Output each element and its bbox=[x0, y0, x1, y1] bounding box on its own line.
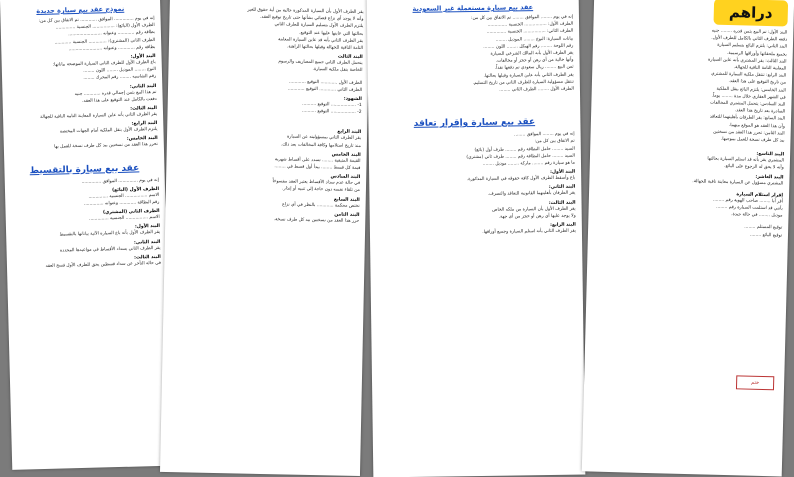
text-line: البند السابع: يقر الطرفان بأهليتهما للتعاقد bbox=[709, 114, 786, 122]
text-line: إنه في يوم .............. الموافق ............ تم الاتفاق بين كل من: bbox=[38, 15, 155, 24]
witness-line: 1- .................. التوقيع .......... bbox=[302, 101, 362, 109]
text-line: البند الثالث: يقر المشتري بأنه عاين السيارة bbox=[707, 57, 787, 65]
clause-heading: البند الثالث bbox=[337, 54, 363, 61]
text-line: تم هذا البيع بثمن إجمالي قدره ............ جنيه bbox=[74, 89, 157, 97]
clause-heading: البند التاسع: bbox=[756, 152, 785, 158]
text-line: الاسم ................ الجنسية .............. bbox=[89, 215, 160, 222]
text-line: البند الأول: تم البيع بثمن قدره ........ جنيه bbox=[711, 28, 788, 36]
text-line: ما هو سيارة رقم ........ ماركة ........ موديل ........ bbox=[482, 160, 576, 167]
text-line: الاسم ................ الجنسية .............. bbox=[88, 192, 160, 200]
signature-line: الطرف الأول ............ التوقيع ............ bbox=[288, 79, 363, 86]
text-line: البند الرابع: تنتقل ملكية السيارة للمشتري bbox=[711, 71, 787, 79]
signature-line: توقيع المستلم ........ bbox=[744, 224, 783, 231]
text-line: الطرف الثاني: ................ الجنسية .............. bbox=[486, 29, 574, 36]
stamp-mark: ختم bbox=[736, 375, 774, 390]
clause-heading: البند الأول: bbox=[130, 53, 156, 60]
text-line: إنه في يوم ........ الموافق ........ bbox=[514, 131, 575, 138]
text-line: يقر الطرف الثاني بأنه قد عاين السيارة المعاينة bbox=[278, 37, 364, 44]
text-line: يلتزم الطرف الأول بتسليم السيارة للطرف الثاني bbox=[274, 22, 364, 30]
witnesses-heading: الشهود: bbox=[343, 96, 362, 103]
text-line: بطاقة رقم ............ وعنوانه ........................ bbox=[68, 30, 155, 38]
text-line: المشتري يقر بأنه قد استلم السيارة بحالتها bbox=[707, 156, 785, 164]
clause-heading: البند الرابع bbox=[337, 129, 362, 136]
text-line: في حالة التأخر عن سداد قسطين يحق للطرف الأول فسخ العقد bbox=[45, 260, 162, 269]
text-line: دفعه الطرف الثاني بالكامل للطرف الأول. bbox=[711, 35, 788, 43]
text-line: بطاقة رقم ............ وعنوانه ........................ bbox=[68, 44, 156, 53]
text-line: بحالتها التي عاينها عليها عند التوقيع. bbox=[299, 30, 364, 37]
witness-line: 2- .................. التوقيع .......... bbox=[301, 108, 362, 116]
text-line: بجميع ملحقاتها وأوراقها الرسمية. bbox=[726, 50, 787, 58]
text-line: وأنه لا يحق له الرجوع على البائع. bbox=[724, 164, 784, 171]
text-line: تختص محكمة ............ بالنظر في أي نزاع bbox=[282, 202, 360, 209]
text-line: يقر الطرفان بأهليتهما القانونية للتعاقد والتصرف. bbox=[487, 191, 576, 198]
clause-heading: البند الرابع: bbox=[550, 222, 576, 229]
text-line: المشتري مسؤول عن السيارة معاينة نافية للجهالة. bbox=[692, 178, 784, 187]
text-line: باع وأسقط الطرف الأول كافة حقوقه في السيارة المذكورة. bbox=[466, 175, 576, 183]
text-line: السيد ........ حامل البطاقة رقم ........ طرف ثاني (مشتري) bbox=[466, 153, 575, 160]
clause-heading: البند العاشر: bbox=[755, 174, 784, 181]
clause-heading: الطرف الأول (البائع) bbox=[111, 186, 160, 193]
text-line: يقر الطرف الأول بأنه باع السيارة الآتية بياناتها بالتقسيط bbox=[59, 230, 161, 238]
clause-heading: البند الثاني: bbox=[548, 185, 576, 191]
clause-heading: البند الثامن bbox=[334, 212, 360, 218]
text-line: الطرف الأول: ................ الجنسية .............. bbox=[487, 21, 574, 29]
text-line: الخاصة بنقل ملكية السيارة. bbox=[312, 67, 363, 74]
page-1 bbox=[0, 0, 172, 470]
text-line: يقر الطرف الثاني بأنه عاين السيارة وقبلها بحالتها. bbox=[483, 72, 574, 79]
text-line: يقر الطرف الأول بأنه المالك الشرعي للسيارة bbox=[490, 50, 574, 57]
clause-heading: البند الخامس bbox=[331, 152, 361, 158]
clause-heading: البند الثاني: bbox=[133, 239, 161, 246]
text-line: في الشهر العقاري خلال مدة ........ يوماً. bbox=[711, 93, 786, 101]
clause-heading: البند الأول: bbox=[550, 169, 576, 176]
text-line: باع الطرف الأول للطرف الثاني السيارة الموضحة بياناتها: bbox=[52, 59, 156, 68]
text-line: رقم الشاسيه ........ رقم المحرك ........ bbox=[83, 74, 157, 82]
text-line: رقم اللوحة ........ رقم الهيكل ........ اللون ........ bbox=[483, 43, 574, 50]
text-line: يلتزم الطرف الأول بنقل الملكية أمام الجهات المختصة bbox=[59, 127, 158, 135]
text-line: وأن هذا العقد هو الموقع منهما. bbox=[728, 122, 785, 130]
page-3 bbox=[367, 0, 586, 477]
text-line: موديل ........ في حالة جيدة. bbox=[731, 212, 783, 219]
clause-heading: البند الثالث: bbox=[134, 254, 161, 261]
logo-text: دراهم bbox=[728, 3, 773, 23]
text-line: بيد كل طرف نسخة للعمل بموجبها. bbox=[720, 136, 785, 144]
text-line: الطرف الأول (البائع): ................ الجنسية .............. bbox=[55, 23, 155, 31]
page-2 bbox=[160, 0, 370, 476]
text-line: النوع ........ الموديل ........ اللون ........ bbox=[83, 67, 156, 75]
text-line: بأنني قد استلمت السيارة رقم ........ bbox=[716, 204, 783, 212]
clause-heading: البند الأول: bbox=[134, 224, 161, 230]
text-line: وأنها خالية من أي رهن أو حجز أو مخالفات. bbox=[495, 57, 574, 64]
text-line: إنه في يوم ........ الموافق ........ تم الاتفاق بين كل من: bbox=[470, 14, 573, 22]
text-line: وأنه لا يوجد أي نزاع قضائي بشأنها حتى تاريخ توقيع العقد. bbox=[259, 15, 364, 23]
text-line: أقر أنا ........ صاحب الهوية رقم ........ bbox=[712, 197, 783, 205]
text-line: البند السادس: يتحمل المشتري المخالفات bbox=[709, 100, 786, 108]
signature-line: الطرف الأول ........ الطرف الثاني ........ bbox=[499, 86, 574, 93]
text-line: البند الثامن: تحرر هذا العقد من نسختين bbox=[713, 129, 785, 137]
page-4 bbox=[582, 0, 794, 477]
text-line: حرر هذا العقد من نسختين بيد كل طرف نسخة. bbox=[273, 217, 360, 224]
page-1-body-2 bbox=[11, 178, 161, 271]
text-line: ولا يوجد عليها أي رهن أو حجز من أي جهة. bbox=[498, 213, 576, 220]
text-line: يقر الطرف الثاني بمسؤوليته عن السيارة bbox=[286, 134, 362, 142]
text-line: تنتقل مسؤولية السيارة للطرف الثاني من تاريخ التسليم. bbox=[472, 79, 574, 86]
clause-heading: البند الثالث: bbox=[548, 200, 576, 206]
page-1-title-2: عقد بيع سيارة بالتقسيط bbox=[29, 163, 140, 176]
text-line: تم الاتفاق بين كل من: bbox=[534, 139, 575, 145]
text-line: دفعت بالكامل عند التوقيع على هذا العقد. bbox=[82, 96, 157, 104]
signature-line: توقيع البائع ........ bbox=[749, 232, 783, 239]
receipt-heading: إقرار استلام السيارة bbox=[736, 192, 784, 199]
text-line: القيمة المتبقية ........ تسدد على أقساط شهرية bbox=[274, 157, 361, 164]
page-1-title: نموذج عقد بيع سيارة جديدة bbox=[36, 4, 125, 16]
clause-heading: البند السابع bbox=[333, 197, 360, 203]
text-line: البند الخامس: يلتزم البائع بنقل الملكية bbox=[716, 86, 786, 94]
text-line: رقم البطاقة ............ وعنوانه .............. bbox=[83, 199, 160, 207]
text-line: من تلقاء نفسه دون حاجة إلى تنبيه أو إنذار. bbox=[281, 186, 360, 194]
clause-heading: البند الثالث: bbox=[130, 105, 157, 112]
text-line: من تاريخ التوقيع على هذا العقد. bbox=[728, 79, 787, 86]
site-logo[interactable] bbox=[713, 0, 788, 27]
text-line: يقر الطرف الثاني بسداد الأقساط في مواعيدها المحددة bbox=[59, 245, 161, 254]
text-line: تحرر هذا العقد من نسختين بيد كل طرف نسخة للعمل بها bbox=[54, 142, 158, 151]
signature-line: الطرف الثاني ............ التوقيع ............ bbox=[287, 86, 363, 93]
text-line: يقر الطرف الأول بأن السيارة المذكورة خالية من أية حقوق للغير bbox=[247, 7, 364, 16]
text-line: إنه في يوم .............. الموافق .............. bbox=[81, 177, 159, 185]
text-line: الصادرة بعد تاريخ هذا العقد. bbox=[734, 108, 786, 115]
text-line: في حالة عدم سداد الأقساط يعتبر العقد مفسوخاً bbox=[272, 179, 361, 187]
text-line: قيمة كل قسط ........ يبدأ أول قسط في ........ bbox=[274, 164, 361, 172]
page-3-title: عقد بيع سيارة مستعملة غير السعودية bbox=[412, 3, 534, 13]
text-line: منذ تاريخ استلامها وكافة المخالفات بعد ذلك. bbox=[280, 141, 361, 149]
text-line: البند الثاني: يلتزم البائع بتسليم السيارة bbox=[717, 43, 787, 50]
text-line: السيد ........ حامل البطاقة رقم ........ طرف أول (بائع) bbox=[474, 146, 575, 153]
text-line: بيانات السيارة: النوع ........ الموديل ........ bbox=[495, 36, 574, 43]
text-line: التامة النافية للجهالة وقبلها بحالتها الراهنة. bbox=[286, 44, 363, 52]
text-line: يقر الطرف الأول بأن السيارة من ملكه الخاص bbox=[492, 206, 576, 213]
text-line: ثمن البيع ........ ريال سعودي تم دفعها نقداً. bbox=[494, 65, 574, 72]
clause-heading: البند السادس bbox=[330, 174, 361, 181]
clause-heading: البند الخامس: bbox=[126, 136, 158, 143]
text-line: المعاينة التامة النافية للجهالة. bbox=[733, 65, 787, 72]
clause-heading: البند الرابع: bbox=[131, 121, 158, 127]
page-3-title-2: عقد بيع سيارة وإقرار تعاقد bbox=[413, 117, 536, 130]
page-1-body bbox=[7, 16, 158, 152]
text-line: يقر الطرف الثاني بأنه عاين السيارة المعاينة التامة النافية للجهالة bbox=[40, 111, 158, 121]
text-line: الطرف الثاني (المشتري): ............. الجنسية ............ bbox=[54, 37, 156, 46]
clause-heading: الطرف الثاني (المشتري) bbox=[102, 209, 160, 216]
text-line: يتحمل الطرف الثاني جميع المصاريف والرسوم bbox=[278, 59, 363, 67]
text-line: يقر الطرف الثاني بأنه استلم السيارة وجميع أوراقها. bbox=[482, 228, 576, 235]
clause-heading: البند الثاني: bbox=[129, 83, 157, 90]
